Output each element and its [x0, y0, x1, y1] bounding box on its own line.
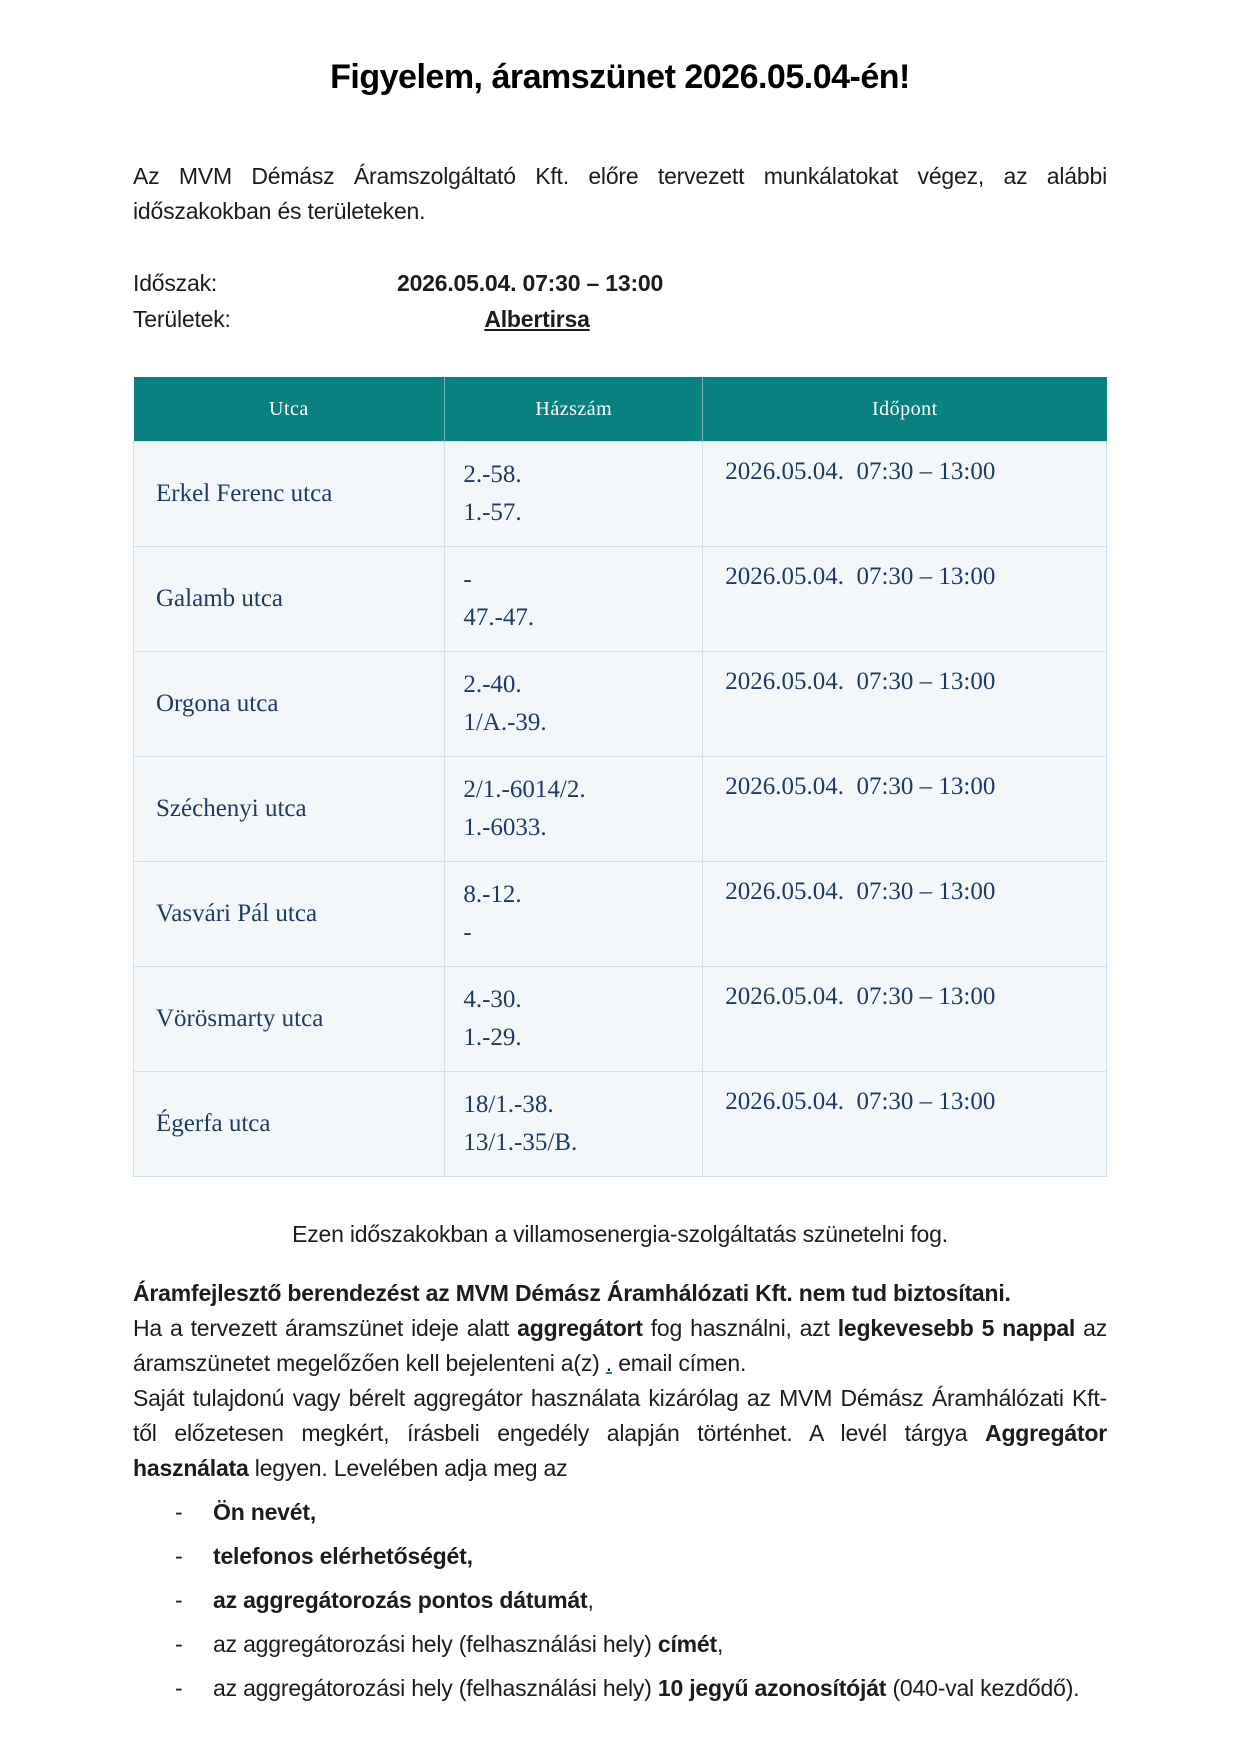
house-number-line: 8.-12. [463, 881, 522, 908]
table-row [134, 547, 1107, 652]
text-segment: email címen. [612, 1350, 747, 1376]
list-item-text [213, 1622, 1107, 1666]
column-header-street: Utca [134, 377, 445, 442]
house-number-line: - [463, 566, 472, 593]
house-number-line: 1/A.-39. [463, 709, 547, 736]
house-number-cell [445, 862, 703, 967]
list-item [175, 1578, 1107, 1622]
table-row [134, 757, 1107, 862]
text-segment: Saját tulajdonú vagy bérelt aggregátor használata kizárólag az MVM Démász Áramhálózati Kft-től előzetesen megkért, írásbeli engedély alapján történhet. A levél tárgya [133, 1385, 1107, 1446]
text-segment: (040-val kezdődő). [886, 1675, 1080, 1701]
closing-sentence: Ezen időszakokban a villamosenergia-szolgáltatás szünetelni fog. [292, 1221, 948, 1247]
aggregator-report-paragraph [133, 1311, 1107, 1381]
text-segment: az aggregátorozási hely (felhasználási hely) [213, 1631, 658, 1657]
time-cell: 2026.05.04. 07:30 – 13:00 [703, 442, 1107, 547]
text-segment-bold: Ön nevét, [213, 1499, 317, 1525]
house-number-cell [445, 1072, 703, 1177]
house-number-cell [445, 547, 703, 652]
house-number-line: 47.-47. [463, 604, 535, 631]
text-segment: , [716, 1631, 724, 1657]
street-cell: Vasvári Pál utca [134, 862, 445, 967]
text-segment-bold: 10 jegyű azonosítóját [657, 1675, 887, 1701]
text-segment: , [587, 1587, 594, 1613]
house-number-line: 1.-57. [463, 499, 522, 526]
house-number-line: 2.-40. [463, 671, 522, 698]
dash-bullet: - [175, 1587, 183, 1613]
table-row [134, 652, 1107, 757]
areas-value: Albertirsa [484, 306, 590, 332]
text-segment-bold: telefonos elérhetőségét, [213, 1543, 473, 1569]
list-item-text [213, 1666, 1107, 1710]
time-cell: 2026.05.04. 07:30 – 13:00 [703, 967, 1107, 1072]
text-segment-bold: az aggregátorozás pontos dátumát [213, 1587, 588, 1613]
notes-section [133, 1276, 1107, 1710]
list-item [175, 1490, 1107, 1534]
dash-bullet: - [175, 1499, 183, 1525]
column-header-time: Időpont [703, 377, 1107, 442]
street-cell: Vörösmarty utca [134, 967, 445, 1072]
text-segment: fog használni, azt [642, 1315, 838, 1341]
table-row [134, 1072, 1107, 1177]
table-row [134, 967, 1107, 1072]
areas-row [133, 301, 1107, 337]
availability-text: Áramfejlesztő berendezést az MVM Démász Áramhálózati Kft. nem tud biztosítani. [133, 1280, 1011, 1306]
time-cell: 2026.05.04. 07:30 – 13:00 [703, 757, 1107, 862]
text-segment: az aggregátorozási hely (felhasználási hely) [213, 1675, 658, 1701]
list-item [175, 1666, 1107, 1710]
house-number-cell [445, 442, 703, 547]
text-segment: az áramszünetet megelőzően kell bejelenteni a(z) [133, 1315, 1107, 1376]
requirements-list [133, 1490, 1107, 1710]
text-segment-bold: címét [657, 1631, 717, 1657]
text-segment-bold: aggregátort [517, 1315, 643, 1341]
column-header-house-number: Házszám [445, 377, 703, 442]
areas-label: Területek: [133, 306, 231, 332]
availability-paragraph [133, 1276, 1107, 1311]
period-label: Időszak: [133, 270, 218, 296]
house-number-line: 13/1.-35/B. [463, 1129, 578, 1156]
house-number-cell [445, 652, 703, 757]
street-cell: Erkel Ferenc utca [134, 442, 445, 547]
street-cell: Égerfa utca [134, 1072, 445, 1177]
outage-table [133, 377, 1107, 1177]
period-value: 2026.05.04. 07:30 – 13:00 [397, 270, 664, 296]
time-cell: 2026.05.04. 07:30 – 13:00 [703, 547, 1107, 652]
aggregator-permission-paragraph [133, 1381, 1107, 1486]
time-cell: 2026.05.04. 07:30 – 13:00 [703, 862, 1107, 967]
house-number-line: 4.-30. [463, 986, 522, 1013]
house-number-line: 18/1.-38. [463, 1091, 554, 1118]
street-cell: Galamb utca [134, 547, 445, 652]
time-cell: 2026.05.04. 07:30 – 13:00 [703, 1072, 1107, 1177]
dash-bullet: - [175, 1543, 183, 1569]
house-number-line: 2.-58. [463, 461, 522, 488]
dash-bullet: - [175, 1631, 183, 1657]
email-link[interactable]: . [605, 1350, 612, 1376]
house-number-line: 2/1.-6014/2. [463, 776, 586, 803]
period-row [133, 265, 1107, 301]
street-cell: Széchenyi utca [134, 757, 445, 862]
list-item-text [213, 1534, 1107, 1578]
house-number-line: 1.-6033. [463, 814, 547, 841]
table-header-row [134, 377, 1107, 442]
table-row [134, 442, 1107, 547]
table-row [134, 862, 1107, 967]
house-number-cell [445, 757, 703, 862]
list-item-text [213, 1578, 1107, 1622]
house-number-cell [445, 967, 703, 1072]
text-segment-bold: Aggregátor használata [133, 1420, 1107, 1481]
intro-paragraph: Az MVM Démász Áramszolgáltató Kft. előre tervezett munkálatokat végez, az alábbi időszakokban és területeken. [133, 163, 1107, 224]
text-segment: Ha a tervezett áramszünet ideje alatt [133, 1315, 518, 1341]
text-segment: legyen. Levelében adja meg az [248, 1455, 568, 1481]
page-title: Figyelem, áramszünet 2026.05.04-én! [330, 58, 910, 96]
list-item [175, 1622, 1107, 1666]
house-number-line: 1.-29. [463, 1024, 522, 1051]
list-item-text [213, 1490, 1107, 1534]
list-item [175, 1534, 1107, 1578]
dash-bullet: - [175, 1675, 183, 1701]
text-segment-bold: legkevesebb 5 nappal [837, 1315, 1076, 1341]
street-cell: Orgona utca [134, 652, 445, 757]
house-number-line: - [463, 919, 472, 946]
time-cell: 2026.05.04. 07:30 – 13:00 [703, 652, 1107, 757]
summary-block [133, 265, 1107, 337]
